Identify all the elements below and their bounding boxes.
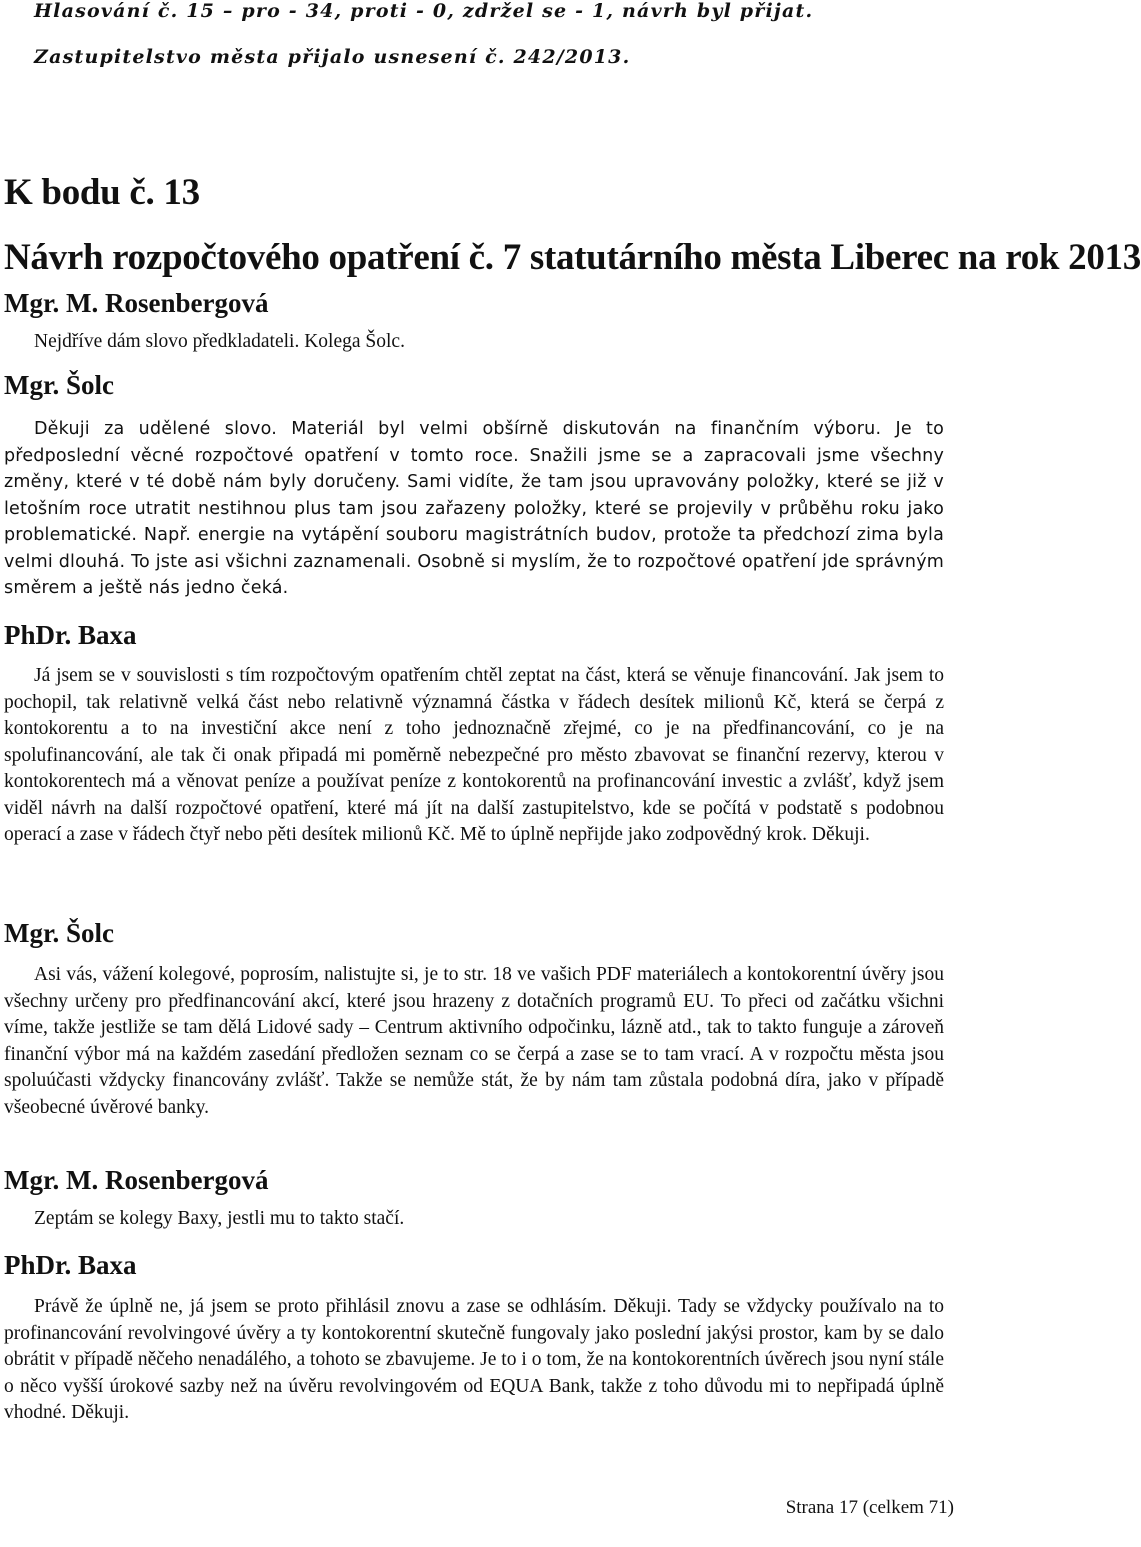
speaker-name: Mgr. M. Rosenbergová: [4, 288, 269, 318]
vote-result-line: Hlasování č. 15 – pro - 34, proti - 0, zdržel se - 1, návrh byl přijat.: [34, 0, 814, 22]
speaker-name: Mgr. Šolc: [4, 918, 114, 948]
speech-text: Já jsem se v souvislosti s tím rozpočtovým opatřením chtěl zeptat na část, která se věnuje financování. Jak jsem to pochopil, tak relativně velká část nebo relativně významná částka v řádech desítek milionů Kč, která se čerpá z kontokorentu a to na investiční akce není z toho jednoznačně zřejmé, co je na předfinancování, co je na spolufinancování, ale tak či onak připadá mi poměrně nebezpečné pro město zbavovat se finanční rezervy, kterou v kontokorentech má a věnovat peníze a používat peníze z kontokorentů na profinancování investic a zvlášť, když jsem viděl návrh na další rozpočtové opatření, které má jít na další zastupitelstvo, kde se počítá v podstatě s podobnou operací a zase v řádech čtyř nebo pěti desítek milionů Kč. Mě to úplně nepřijde jako zodpovědný krok. Děkuji.: [4, 665, 944, 845]
agenda-item-title: Návrh rozpočtového opatření č. 7 statutárního města Liberec na rok 2013: [4, 237, 1141, 278]
page-number-footer: Strana 17 (celkem 71): [785, 1497, 954, 1518]
speech-text: Asi vás, vážení kolegové, poprosím, nalistujte si, je to str. 18 ve vašich PDF materiálech a kontokorentní úvěry jsou všechny určeny pro předfinancování akcí, které jsou hrazeny z dotačních programů EU. To přeci od začátku všichni víme, takže jestliže se tam dělá Lidové sady – Centrum aktivního odpočinku, lázně atd., tak to takto funguje a zároveň finanční výbor má na každém zasedání předložen seznam co se čerpá a zase se to tam vrací. A v rozpočtu města jsou spoluúčasti vždycky financovány zvlášť. Takže se nemůže stát, že by nám tam zůstala podobná díra, jako v případě všeobecné úvěrové banky.: [4, 964, 944, 1118]
speech-text: Zeptám se kolegy Baxy, jestli mu to takto stačí.: [34, 1208, 405, 1229]
speaker-name: PhDr. Baxa: [4, 1250, 137, 1280]
speech-text: Děkuji za udělené slovo. Materiál byl velmi obšírně diskutován na finančním výboru. Je to předposlední věcné rozpočtové opatření v tomto roce. Snažili jsme se a zapracovali jsme všechny změny, které v té době nám byly doručeny. Sami vidíte, že tam jsou upravovány položky, které se již v letošním roce utratit nestihnou plus tam jsou zařazeny položky, které se projevily v průběhu roku jako problematické. Např. energie na vytápění souboru magistrátních budov, protože ta předchozí zima byla velmi dlouhá. To jste asi všichni zaznamenali. Osobně si myslím, že to rozpočtové opatření jde správným směrem a ještě nás jedno čeká.: [4, 419, 944, 598]
speech-text: Nejdříve dám slovo předkladateli. Kolega Šolc.: [34, 331, 405, 352]
speaker-name: Mgr. Šolc: [4, 370, 114, 400]
speaker-name: Mgr. M. Rosenbergová: [4, 1165, 269, 1195]
speaker-name: PhDr. Baxa: [4, 620, 137, 650]
resolution-line: Zastupitelstvo města přijalo usnesení č. 242/2013.: [34, 46, 631, 68]
agenda-item-heading: K bodu č. 13: [4, 172, 200, 213]
speech-text: Právě že úplně ne, já jsem se proto přihlásil znovu a zase se odhlásím. Děkuji. Tady se vždycky používalo na to profinancování revolvingové úvěry a ty kontokorentní skutečně fungovaly jako poslední jakýsi prostor, kam by se dalo obrátit v případě něčeho nenadálého, a tohoto se zbavujeme. Je to i o tom, že na kontokorentních úvěrech jsou nyní stále o něco vyšší úrokové sazby než na úvěru revolvingovém od EQUA Bank, takže z toho důvodu mi to nepřipadá úplně vhodné. Děkuji.: [4, 1296, 944, 1423]
